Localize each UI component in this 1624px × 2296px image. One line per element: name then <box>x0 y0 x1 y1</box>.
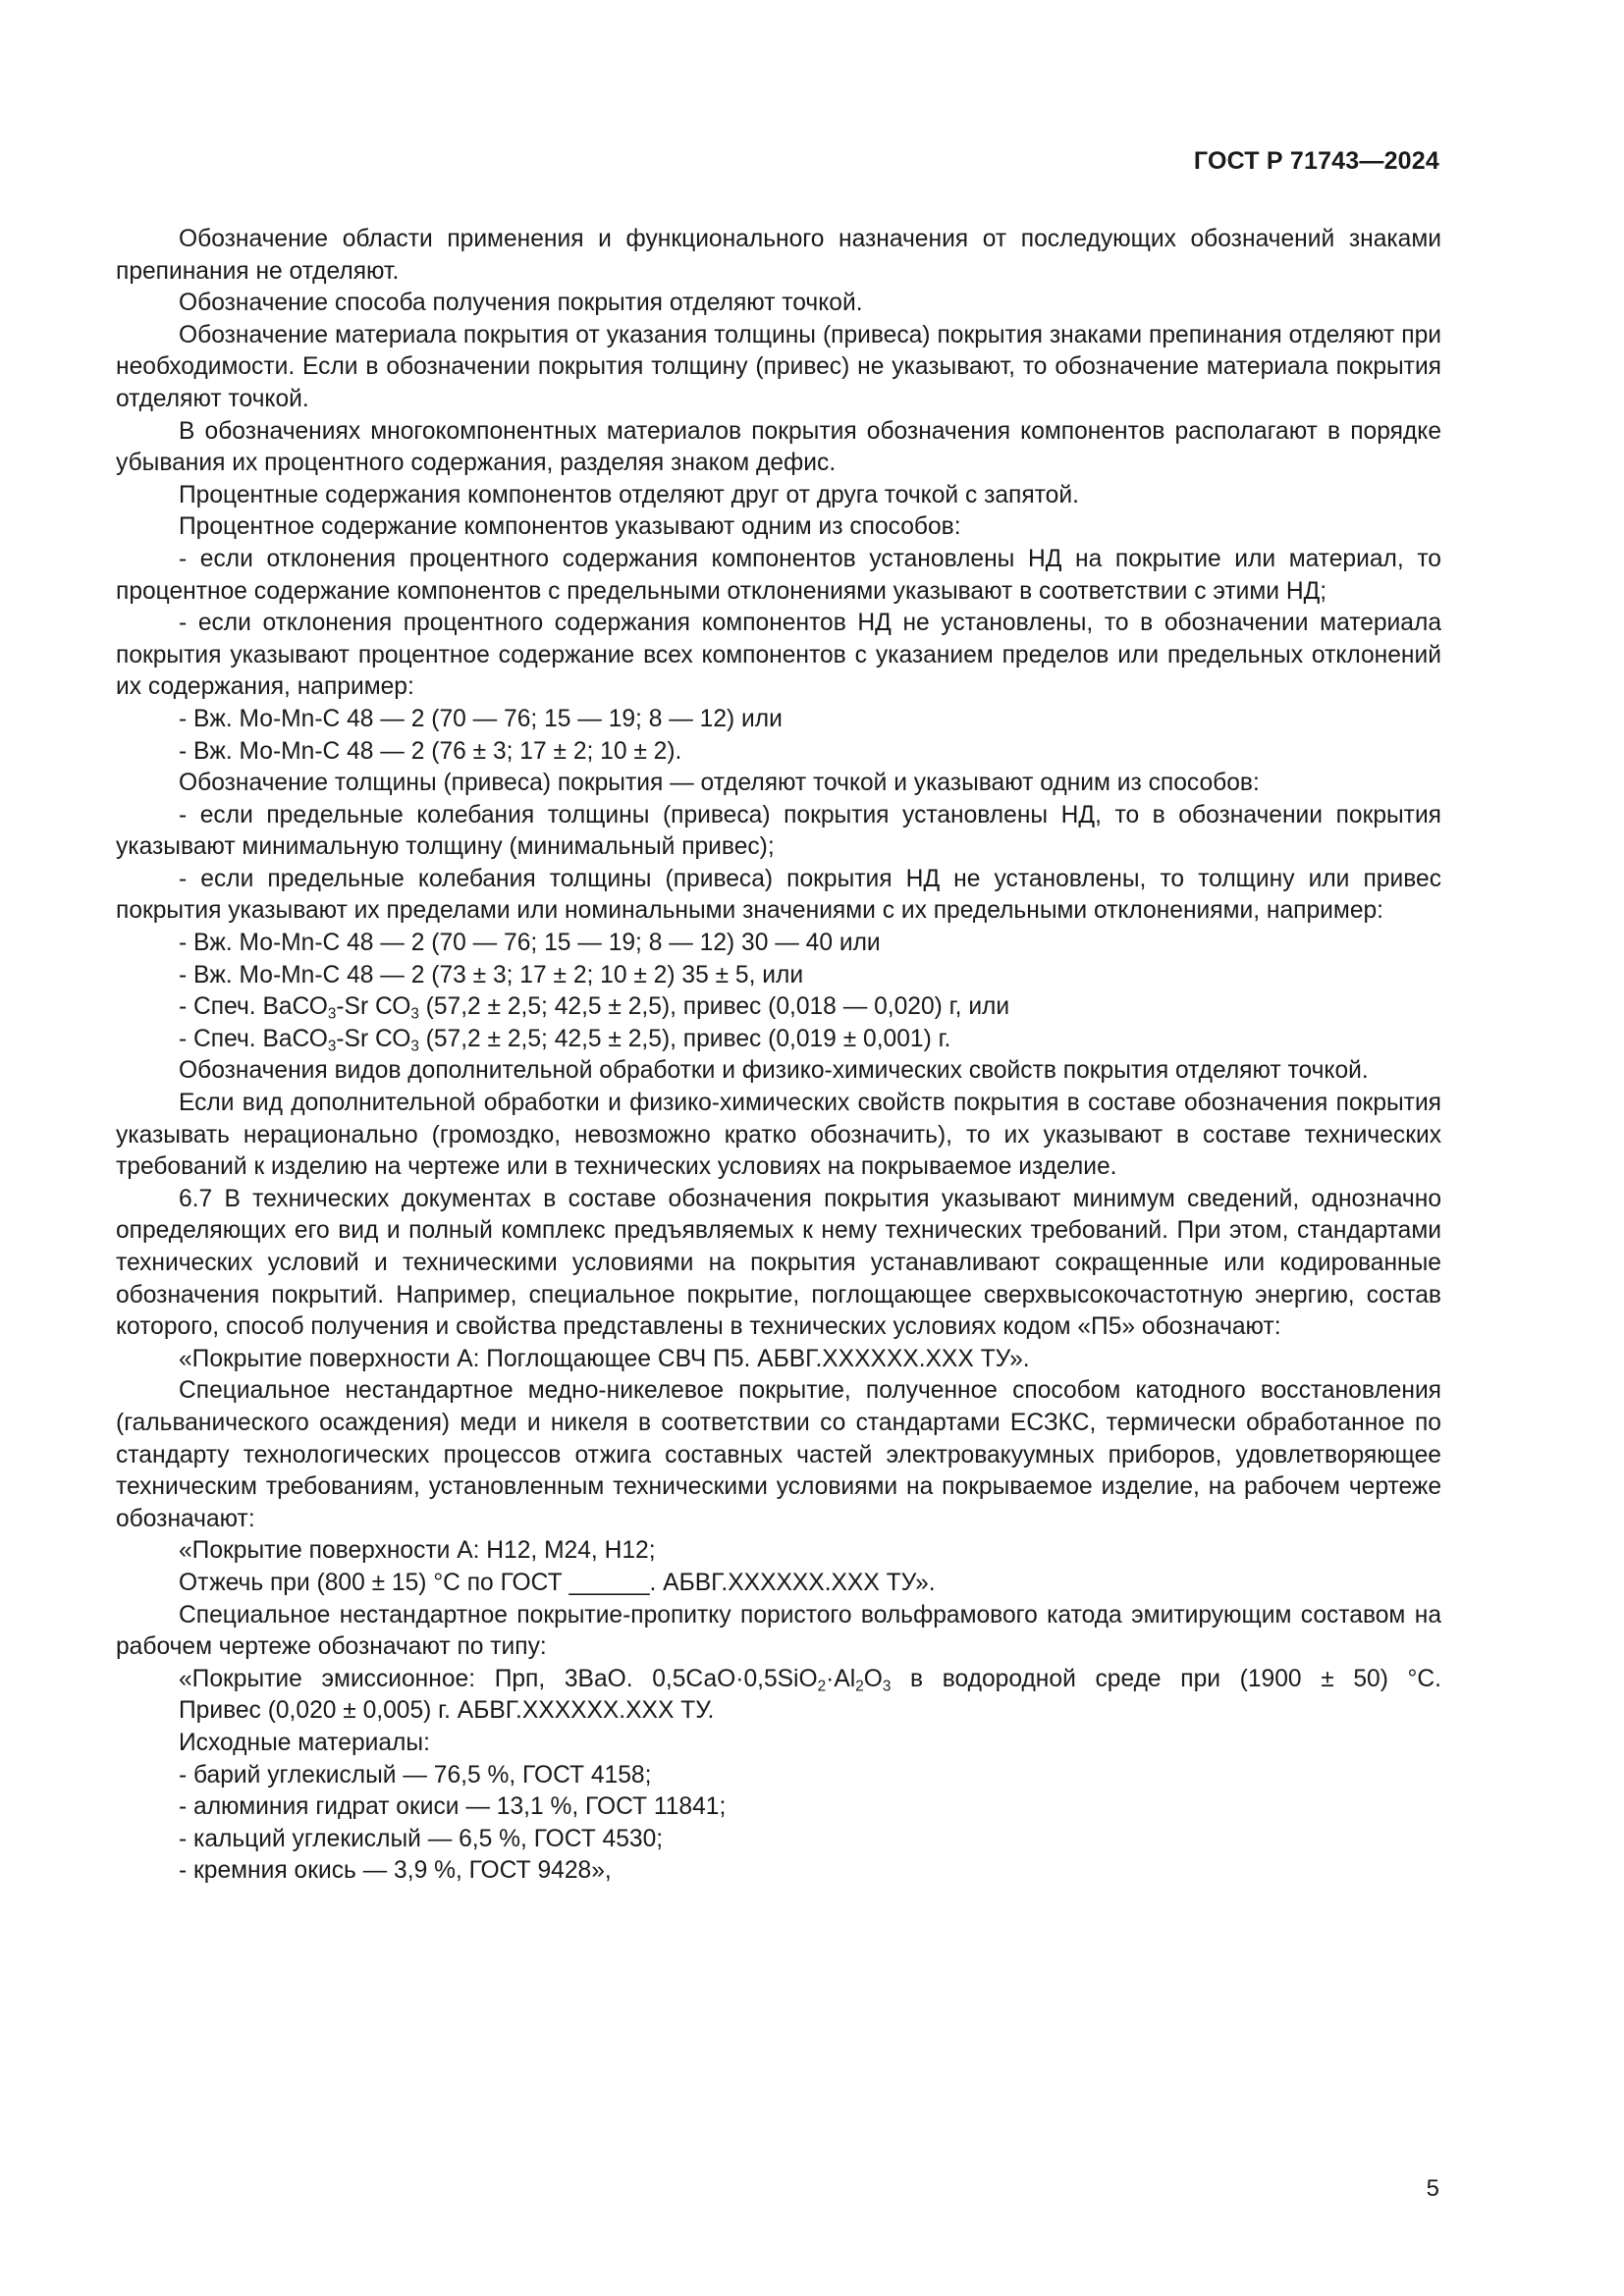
text-run: (57,2 ± 2,5; 42,5 ± 2,5), привес (0,019 ± 0,001) г. <box>418 1025 951 1052</box>
subscript: 3 <box>327 1005 337 1023</box>
paragraph: Обозначения видов дополнительной обработки и физико-химических свойств покрытия отделяют точкой. <box>179 1057 1369 1085</box>
document-body <box>116 224 1441 1888</box>
list-item: - алюминия гидрат окиси — 13,1 %, ГОСТ 11841; <box>179 1793 727 1821</box>
page-number: 5 <box>1426 2175 1439 2202</box>
subscript: 3 <box>410 1005 419 1023</box>
paragraph: Обозначение материала покрытия от указания толщины (привеса) покрытия знаками препинания отделяют при необходимости. Если в обозначении покрытия толщину (привес) не указывают, то обозначение материала покрытия отделяют точкой. <box>116 321 1441 412</box>
text-run: «Покрытие эмиссионное: Прп, 3ВаО. 0,5СаО·0,5SiO <box>179 1665 818 1692</box>
example-line: Отжечь при (800 ± 15) °С по ГОСТ ______. АБВГ.ХХХХХХ.ХХХ ТУ». <box>179 1569 936 1596</box>
text-run: -Sr СО <box>336 993 411 1021</box>
text-run: -Sr СО <box>336 1025 411 1052</box>
list-item: - барий углекислый — 76,5 %, ГОСТ 4158; <box>179 1761 652 1789</box>
example-line <box>116 1664 1441 1696</box>
list-item: - кальций углекислый — 6,5 %, ГОСТ 4530; <box>179 1825 664 1852</box>
paragraph: Специальное нестандартное медно-никелевое покрытие, полученное способом катодного восстановления (гальванического осаждения) меди и никеля в соответствии со стандартами ЕСЗКС, термически обработанное по стандарту технологических процессов отжига составных частей электровакуумных приборов, удовлетворяющее техническим требованиям, установленным техническими условиями на покрываемое изделие, на рабочем чертеже обозначают: <box>116 1377 1441 1532</box>
example-line: Привес (0,020 ± 0,005) г. АБВГ.ХХХХХХ.ХХХ ТУ. <box>179 1697 715 1725</box>
text-run: - Спеч. ВаСО <box>179 1025 328 1052</box>
text-run: в водородной среде при (1900 ± 50) °С. <box>891 1665 1441 1692</box>
paragraph: В обозначениях многокомпонентных материалов покрытия обозначения компонентов располагают в порядке убывания их процентного содержания, разделяя знаком дефис. <box>116 417 1441 477</box>
example-line: - Вж. Мо-Мn-С 48 — 2 (70 — 76; 15 — 19; 8 — 12) 30 — 40 или <box>179 930 881 957</box>
subscript: 3 <box>882 1677 892 1694</box>
text-run: - Спеч. ВаСО <box>179 993 328 1021</box>
list-item: - если отклонения процентного содержания компонентов НД не установлены, то в обозначении материала покрытия указывают процентное содержание всех компонентов с указанием пределов или предельных отклонений их содержания, например: <box>116 610 1441 701</box>
subscript: 3 <box>410 1038 419 1055</box>
list-item: - если отклонения процентного содержания компонентов установлены НД на покрытие или материал, то процентное содержание компонентов с предельными отклонениями указывают в соответствии с этими НД; <box>116 545 1441 605</box>
paragraph: Обозначение толщины (привеса) покрытия — отделяют точкой и указывают одним из способов: <box>179 770 1260 797</box>
paragraph: Если вид дополнительной обработки и физико-химических свойств покрытия в составе обозначения покрытия указывать нерационально (громоздко, невозможно кратко обозначить), то их указывают в составе технических требований к изделию на чертеже или в технических условиях на покрываемое изделие. <box>116 1090 1441 1181</box>
paragraph: Исходные материалы: <box>179 1729 430 1756</box>
section-6-7: 6.7 В технических документах в составе обозначения покрытия указывают минимум сведений, однозначно определяющих его вид и полный комплекс предъявляемых к нему технических требований. При этом, стандартами технических условий и техническими условиями на покрытия устанавливают сокращенные или кодированные обозначения покрытий. Например, специальное покрытие, поглощающее сверхвысокочастотную энергию, состав которого, способ получения и свойства представлены в технических условиях кодом «П5» обозначают: <box>116 1185 1441 1341</box>
paragraph: Специальное нестандартное покрытие-пропитку пористого вольфрамового катода эмитирующим составом на рабочем чертеже обозначают по типу: <box>116 1601 1441 1661</box>
text-run: O <box>863 1665 883 1692</box>
example-line: - Вж. Мо-Мn-С 48 — 2 (76 ± 3; 17 ± 2; 10 ± 2). <box>179 737 682 765</box>
paragraph: Процентное содержание компонентов указывают одним из способов: <box>179 513 961 541</box>
example-line: «Покрытие поверхности А: Н12, М24, Н12; <box>179 1537 656 1565</box>
list-item: - если предельные колебания толщины (привеса) покрытия НД не установлены, то толщину или привес покрытия указывают их пределами или номинальными значениями с их предельными отклонениями, например: <box>116 865 1441 925</box>
list-item: - если предельные колебания толщины (привеса) покрытия установлены НД, то в обозначении покрытия указывают минимальную толщину (минимальный привес); <box>116 801 1441 861</box>
subscript: 2 <box>817 1677 827 1694</box>
subscript: 2 <box>855 1677 864 1694</box>
example-line: «Покрытие поверхности А: Поглощающее СВЧ П5. АБВГ.ХХХХХХ.ХХХ ТУ». <box>179 1345 1030 1372</box>
paragraph: Обозначение области применения и функционального назначения от последующих обозначений знаками препинания не отделяют. <box>116 226 1441 285</box>
example-line: - Вж. Мо-Мn-С 48 — 2 (73 ± 3; 17 ± 2; 10 ± 2) 35 ± 5, или <box>179 961 804 988</box>
text-run: (57,2 ± 2,5; 42,5 ± 2,5), привес (0,018 — 0,020) г, или <box>418 993 1010 1021</box>
paragraph: Обозначение способа получения покрытия отделяют точкой. <box>179 290 863 317</box>
document-header-id: ГОСТ Р 71743—2024 <box>1193 147 1439 175</box>
paragraph: Процентные содержания компонентов отделяют друг от друга точкой с запятой. <box>179 481 1079 508</box>
text-run: ·Al <box>826 1665 856 1692</box>
example-line <box>116 1024 1441 1056</box>
example-line: - Вж. Мо-Мn-С 48 — 2 (70 — 76; 15 — 19; 8 — 12) или <box>179 705 783 732</box>
list-item: - кремния окись — 3,9 %, ГОСТ 9428», <box>179 1857 612 1885</box>
subscript: 3 <box>327 1038 337 1055</box>
example-line <box>116 991 1441 1024</box>
